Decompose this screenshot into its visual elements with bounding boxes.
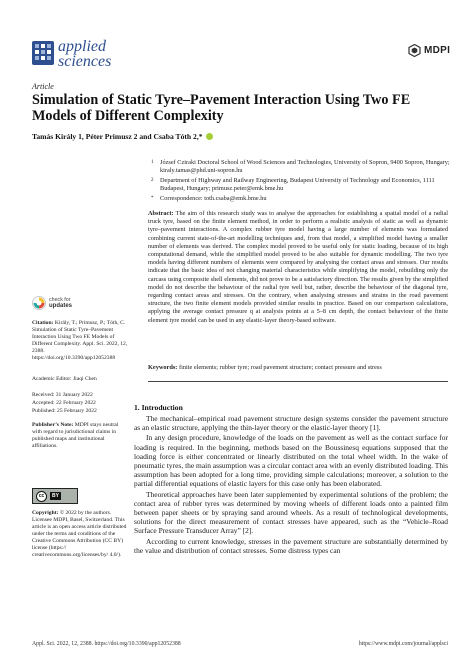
orcid-icon[interactable] [206,133,213,140]
affiliation-2 [151,177,460,193]
affiliation-number: 2 [151,178,154,183]
correspondence [151,195,460,203]
mdpi-hex-icon [408,44,421,57]
paragraph: According to current knowledge, stresses in the pavement structure are substantially determined by the value and distribution of contact stresses. Some distress types can [134,536,448,555]
publisher-name: MDPI [424,45,451,56]
citation [32,320,128,362]
check-updates-line1: check for [49,297,71,303]
article-type: Article [32,82,54,91]
keywords-label: Keywords: [148,364,178,371]
publisher-logo [408,44,450,57]
check-updates-line2: updates [49,303,73,309]
paragraph: The mechanical–empirical road pavement structure design systems consider the pavement structure as an elastic structure, applying the thin-layer theory or the elastic-layer theory [1]. [134,414,448,433]
divider [148,381,448,382]
copyright-text: © 2022 by the authors. Licensee MDPI, Basel, Switzerland. This article is an open access article distributed under the terms and conditions of the Creative Commons Attribution (CC BY) license (https:// creativecommons.org/licenses/by/ 4.0/). [32,510,127,558]
correspondence-marker: * [151,196,154,201]
check-updates-text [49,297,72,309]
introduction-body [134,414,448,556]
affiliation-number: 1 [151,160,154,165]
check-updates-icon [32,296,46,310]
abstract [148,210,448,325]
correspondence-text: Correspondence: toth.csaba@emk.bme.hu [160,195,267,202]
page-footer [32,641,448,647]
citation-text[interactable]: Király, T.; Primusz, P.; Tóth, C. Simulation of Static Tyre–Pavement Interaction Using Two FE Models of Different Complexity. Appl. Sci. 2022, 12, 2388. https://doi.org/10.3390/app12052388 [32,320,128,361]
citation-label: Citation: [32,320,54,326]
footer-citation[interactable]: Appl. Sci. 2022, 12, 2388. https://doi.org/10.3390/app12052388 [32,641,181,647]
publisher-note [32,422,128,450]
journal-name-line1: applied [58,38,106,55]
journal-logo-icon [32,41,54,65]
cc-by-license-badge[interactable] [32,488,78,504]
academic-editor: Academic Editor: Jiaqi Chen [32,376,97,382]
check-for-updates-button[interactable] [32,296,72,310]
published-date: Published: 25 February 2022 [32,408,97,414]
affiliation-1 [151,159,460,175]
cc-icon: cc [36,491,47,502]
paragraph: In any design procedure, knowledge of the loads on the pavement as well as the contact surface for loading is required. In the beginning, methods based on the Boussinesq equations supposed that the loading force is either concentrated or linearly distributed on the total wheel width. In the wake of pneumatic tyres, the main assumption was a circular contact area with an evenly distributed loading. This assumption has been adopted for a long time, providing simple calculations; moreover, a solution to the partial differential equations of elastic layers for this case only has been elaborated. [134,433,448,489]
author-names: Tamás Király 1, Péter Primusz 2 and Csaba Tóth 2,* [32,132,203,141]
footer-journal-url[interactable]: https://www.mdpi.com/journal/applsci [358,641,448,647]
by-icon: BY [52,493,59,499]
section-heading: 1. Introduction [134,403,183,412]
journal-name [58,39,111,69]
copyright-label: Copyright: [32,510,59,516]
publisher-note-text: MDPI stays neutral with regard to jurisdictional claims in published maps and institutional affiliations. [32,422,119,449]
abstract-label: Abstract: [148,210,174,217]
article-title: Simulation of Static Tyre–Pavement Interaction Using Two FE Models of Different Complexity [32,92,411,124]
publisher-note-label: Publisher’s Note: [32,422,74,428]
affiliation-text: József Cziraki Doctoral School of Wood Sciences and Technologies, University of Sopron, 9400 Sopron, Hungary; kiraly.tamas@phd.uni-sopron.hu [160,159,450,174]
received-date: Received: 31 January 2022 [32,392,93,398]
copyright [32,510,128,559]
affiliation-text: Department of Highway and Railway Engineering, Budapest University of Technology and Economics, 1111 Budapest, Hungary; primusz.peter@emk.bme.hu [160,177,435,192]
accepted-date: Accepted: 22 February 2022 [32,400,96,406]
abstract-text: The aim of this research study was to analyse the approaches for establishing a spatial model of a radial truck tyre, based on the finite element method, in order to perform a realistic analysis of static as well as dynamic tyre–pavement interactions. A complex rubber tyre model having a large number of elements was formulated combining current state-of-the-art modelling techniques and, from that model, a simplified model having a smaller number of elements was derived. The complex model proved to be useful only for static loading, because of its high computational demand, while the simplified model proved to be also suitable for dynamic modelling. The two tyre models having different numbers of elements were compared by analysing the contact areas and stresses. Our results indicate that the basic idea of not changing material characteristics while simplifying the model, rebuilding only the carcass using composite shell elements, did not prove to be a satisfactory direction. The results given by the simplified model do not describe the behaviour of the radial tyre well but, rather, describe the behaviour of the diagonal tyre, regarding contact areas and stresses. On the contrary, when analysing stresses and strains in the road pavement structure, the two finite element models provided similar results in practice. Based on our comparison calculations, applying the average contact pressure q at analysis points at a 5–8 cm depth, the contact behaviour of the finite element tyre model can be used in any elastic-layer theory-based software. [148,210,448,324]
journal-name-line2: sciences [58,53,112,70]
paragraph: Theoretical approaches have been later supplemented by experimental solutions of the problem; the contact area of rubber tyres was determined by moving wheels of different loads onto a painted film between paper sheets or by spraying sand around wheels. As a result of technological developments, solutions for the direct measurement of contact stresses have appeared, such as the “Vehicle–Road Surface Pressure Transducer Array” [2]. [134,489,448,536]
keywords [148,364,448,372]
author-list [32,132,213,141]
keywords-text: finite elements; rubber tyre; road pavement structure; contact pressure and stress [178,364,382,371]
